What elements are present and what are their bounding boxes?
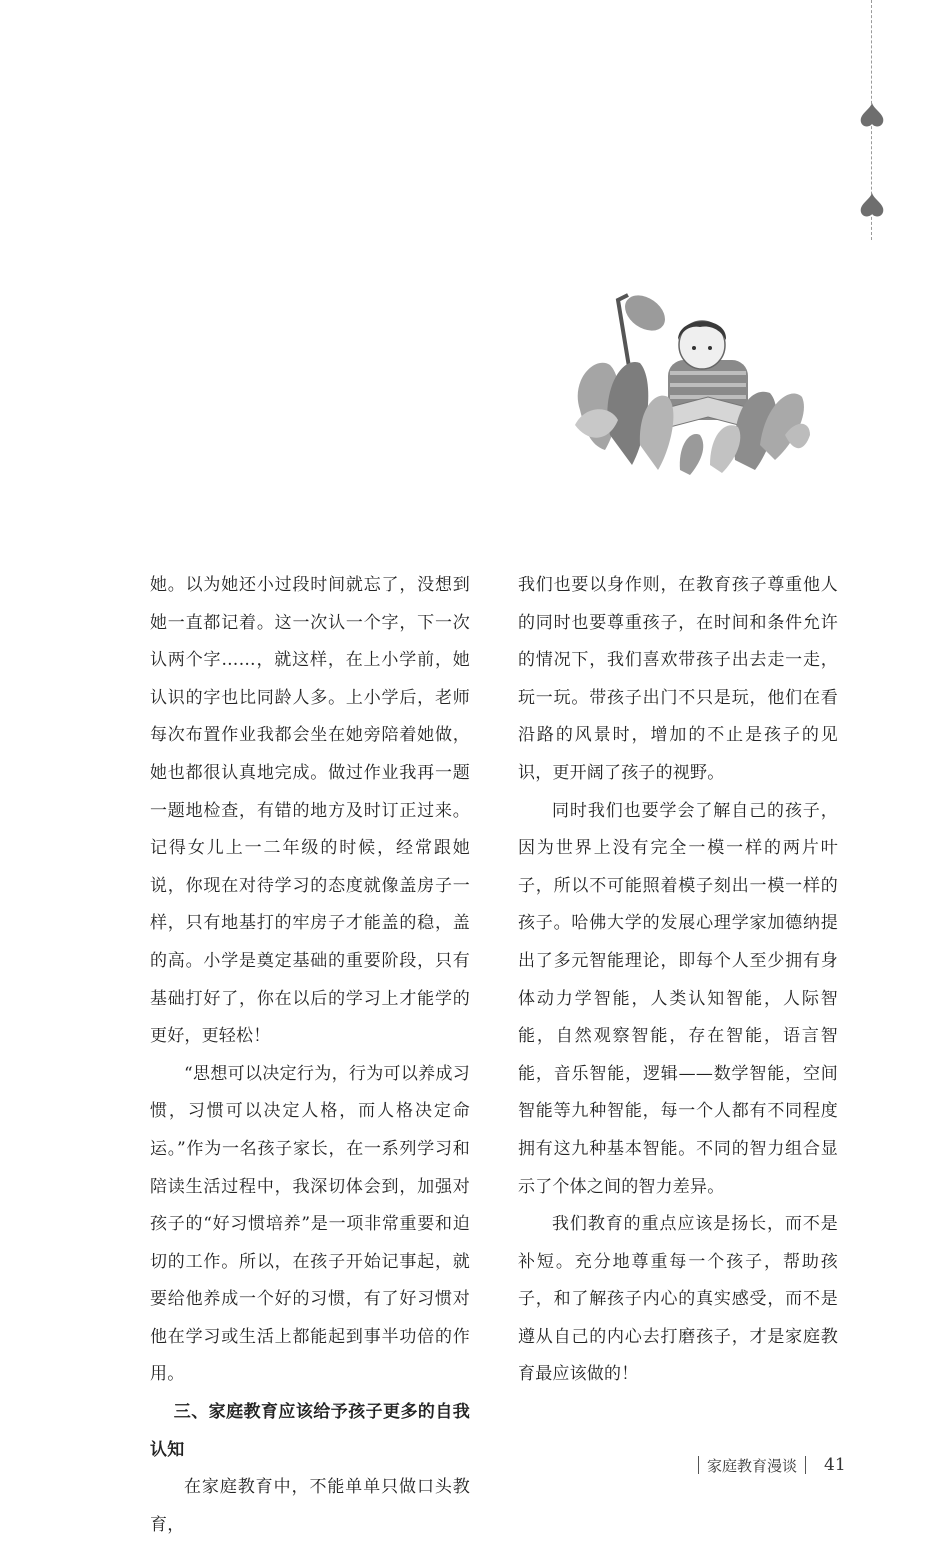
page-number: 41	[824, 1455, 846, 1475]
article-left-column	[150, 567, 470, 1544]
child-reading-illustration	[570, 285, 810, 475]
page-footer	[690, 1452, 846, 1478]
paragraph: 我们教育的重点应该是扬长，而不是补短。充分地尊重每一个孩子，帮助孩子，和了解孩子内心的真实感受，而不是遵从自己的内心去打磨孩子，才是家庭教育最应该做的！	[518, 1214, 838, 1385]
footer-section-title: 家庭教育漫谈	[707, 1456, 798, 1475]
footer-divider	[805, 1456, 806, 1474]
section-heading: 三、家庭教育应该给予孩子更多的自我认知	[150, 1402, 470, 1460]
paragraph: “思想可以决定行为，行为可以养成习惯，习惯可以决定人格，而人格决定命运。”作为一名孩子家长，在一系列学习和陪读生活过程中，我深切体会到，加强对孩子的“好习惯培养”是一项非常重要和迫切的工作。所以，在孩子开始记事起，就要给他养成一个好的习惯，有了好习惯对他在学习或生活上都能起到事半功倍的作用。	[150, 1063, 470, 1385]
paragraph: 在家庭教育中，不能单单只做口头教育，	[150, 1477, 470, 1535]
paragraph: 她。以为她还小过段时间就忘了，没想到她一直都记着。这一次认一个字，下一次认两个字……，就这样，在上小学前，她认识的字也比同龄人多。上小学后，老师每次布置作业我都会坐在她旁陪着她做，她也都很认真地完成。做过作业我再一题一题地检查，有错的地方及时订正过来。记得女儿上一二年级的时候，经常跟她说，你现在对待学习的态度就像盖房子一样，只有地基打的牢房子才能盖的稳，盖的高。小学是奠定基础的重要阶段，只有基础打好了，你在以后的学习上才能学的更好，更轻松！	[150, 575, 470, 1047]
paragraph: 同时我们也要学会了解自己的孩子，因为世界上没有完全一模一样的两片叶子，所以不可能照着模子刻出一模一样的孩子。哈佛大学的发展心理学家加德纳提出了多元智能理论，即每个人至少拥有身体动力学智能，人类认知智能，人际智能，自然观察智能，存在智能，语言智能，音乐智能，逻辑——数学智能，空间智能等九种智能，每一个人都有不同程度拥有这九种基本智能。不同的智力组合显示了个体之间的智力差异。	[518, 800, 838, 1197]
article-right-column	[518, 567, 838, 1394]
heart-icon	[858, 100, 886, 128]
footer-divider	[698, 1456, 699, 1474]
heart-icon	[858, 190, 886, 218]
paragraph: 我们也要以身作则，在教育孩子尊重他人的同时也要尊重孩子，在时间和条件允许的情况下，我们喜欢带孩子出去走一走，玩一玩。带孩子出门不只是玩，他们在看沿路的风景时，增加的不止是孩子的见识，更开阔了孩子的视野。	[518, 575, 838, 783]
